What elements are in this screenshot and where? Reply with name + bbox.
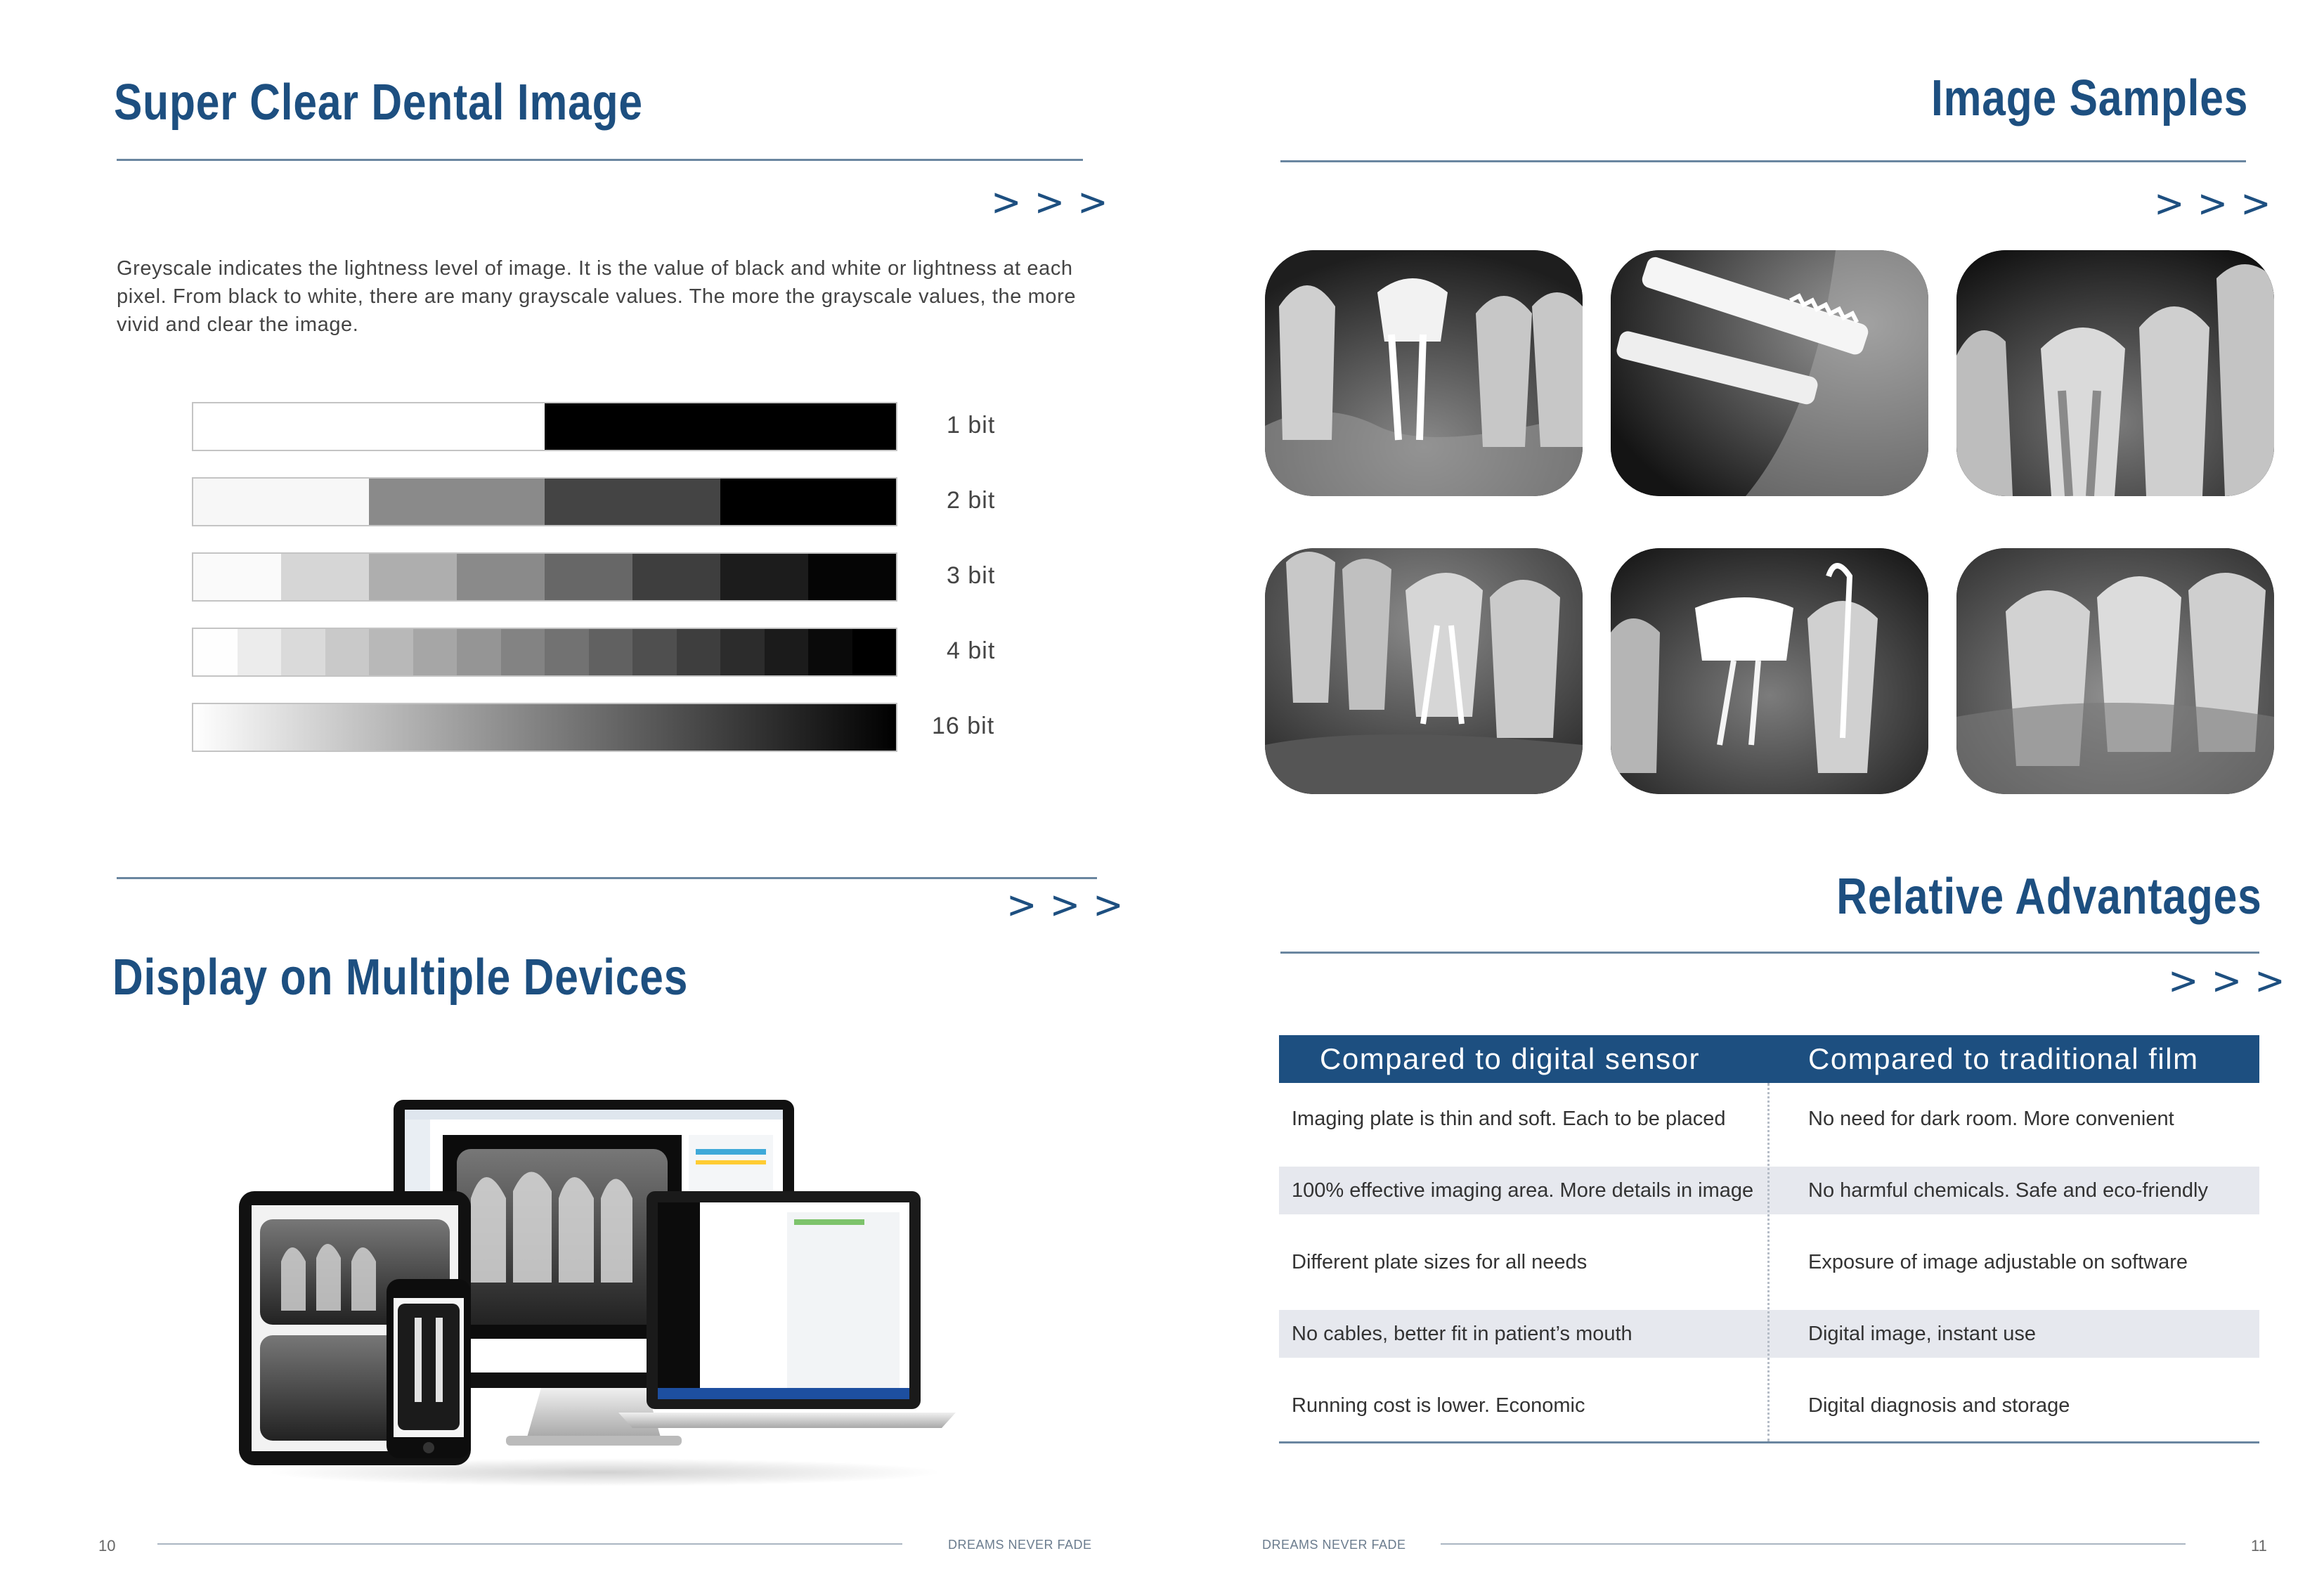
bit-depth-label: 2 bit [947,487,996,514]
gradient-segment [193,704,896,751]
shade-segment [193,403,545,450]
shade-segment [281,554,369,600]
shade-segment [501,629,545,675]
shade-segment [808,629,852,675]
bit-depth-label: 4 bit [947,637,996,664]
bit-depth-label: 3 bit [947,562,996,589]
greyscale-bar [192,628,897,677]
column-header: Compared to digital sensor [1320,1042,1700,1075]
shade-segment [765,629,809,675]
page-number: 10 [98,1537,116,1555]
shade-segment [325,629,370,675]
table-cell: Imaging plate is thin and soft. Each to be placed [1292,1108,1726,1130]
shade-segment [369,629,413,675]
chevron-right-icon: > > > [1006,883,1124,928]
shade-segment [545,629,589,675]
xray-sample-4 [1265,548,1583,794]
shade-segment [677,629,721,675]
page-number: 11 [2251,1537,2267,1555]
chevron-right-icon: > > > [2168,959,2285,1004]
shade-segment [193,479,369,525]
divider [1280,952,2259,954]
section-title-image-samples: Image Samples [1930,70,2248,126]
divider [117,877,1097,879]
footer-slogan: DREAMS NEVER FADE [1262,1538,1406,1552]
xray-sample-1 [1265,250,1583,496]
table-cell: Exposure of image adjustable on software [1808,1251,2188,1273]
xray-sample-6 [1956,548,2274,794]
divider [1280,160,2246,162]
chevron-right-icon: > > > [2154,181,2271,226]
bit-depth-label: 1 bit [947,412,996,439]
divider [117,159,1083,161]
table-cell: No harmful chemicals. Safe and eco-friendly [1808,1179,2208,1202]
xray-sample-5 [1611,548,1928,794]
table-bottom-rule [1279,1441,2259,1443]
shade-segment [545,403,896,450]
shade-segment [808,554,896,600]
shade-segment [413,629,457,675]
table-cell: Different plate sizes for all needs [1292,1251,1588,1273]
greyscale-description: Greyscale indicates the lightness level of image. It is the value of black and white or lightness at each pixel. From black to white, there are many grayscale values. The more the grayscale values, the more vivid and clear the image. [117,257,1077,336]
greyscale-bar [192,703,897,752]
table-cell: No need for dark room. More convenient [1808,1108,2174,1130]
shade-segment [457,629,501,675]
section-title-relative-advantages: Relative Advantages [1836,869,2262,925]
xray-sample-2 [1611,250,1928,496]
shade-segment [369,479,545,525]
greyscale-bar [192,402,897,451]
column-divider [1767,1083,1770,1441]
greyscale-bar [192,552,897,602]
shade-segment [369,554,457,600]
table-cell: No cables, better fit in patient’s mouth [1292,1323,1632,1345]
shade-segment [457,554,545,600]
multi-device-illustration [239,1093,970,1486]
shade-segment [632,629,677,675]
chevron-right-icon: > > > [991,180,1108,225]
shade-segment [632,554,720,600]
section-title-display-devices: Display on Multiple Devices [112,949,689,1006]
table-header [1279,1035,2259,1083]
table-cell: Digital diagnosis and storage [1808,1394,2070,1417]
shade-segment [545,554,632,600]
greyscale-bar [192,477,897,526]
xray-sample-3 [1956,250,2274,496]
shade-segment [193,554,281,600]
footer-rule [1441,1543,2186,1545]
section-title-super-clear: Super Clear Dental Image [114,74,643,131]
shade-segment [720,554,808,600]
footer-slogan: DREAMS NEVER FADE [948,1538,1092,1552]
shade-segment [281,629,325,675]
advantages-table [1279,1035,2259,1443]
table-cell: Running cost is lower. Economic [1292,1394,1585,1417]
shade-segment [852,629,897,675]
footer-rule [157,1543,902,1545]
shade-segment [589,629,633,675]
shade-segment [193,629,238,675]
column-header: Compared to traditional film [1808,1042,2199,1075]
shade-segment [720,479,896,525]
shade-segment [545,479,720,525]
table-cell: Digital image, instant use [1808,1323,2036,1345]
bit-depth-label: 16 bit [932,713,995,739]
shade-segment [720,629,765,675]
shade-segment [238,629,282,675]
table-cell: 100% effective imaging area. More details in image [1292,1179,1754,1202]
